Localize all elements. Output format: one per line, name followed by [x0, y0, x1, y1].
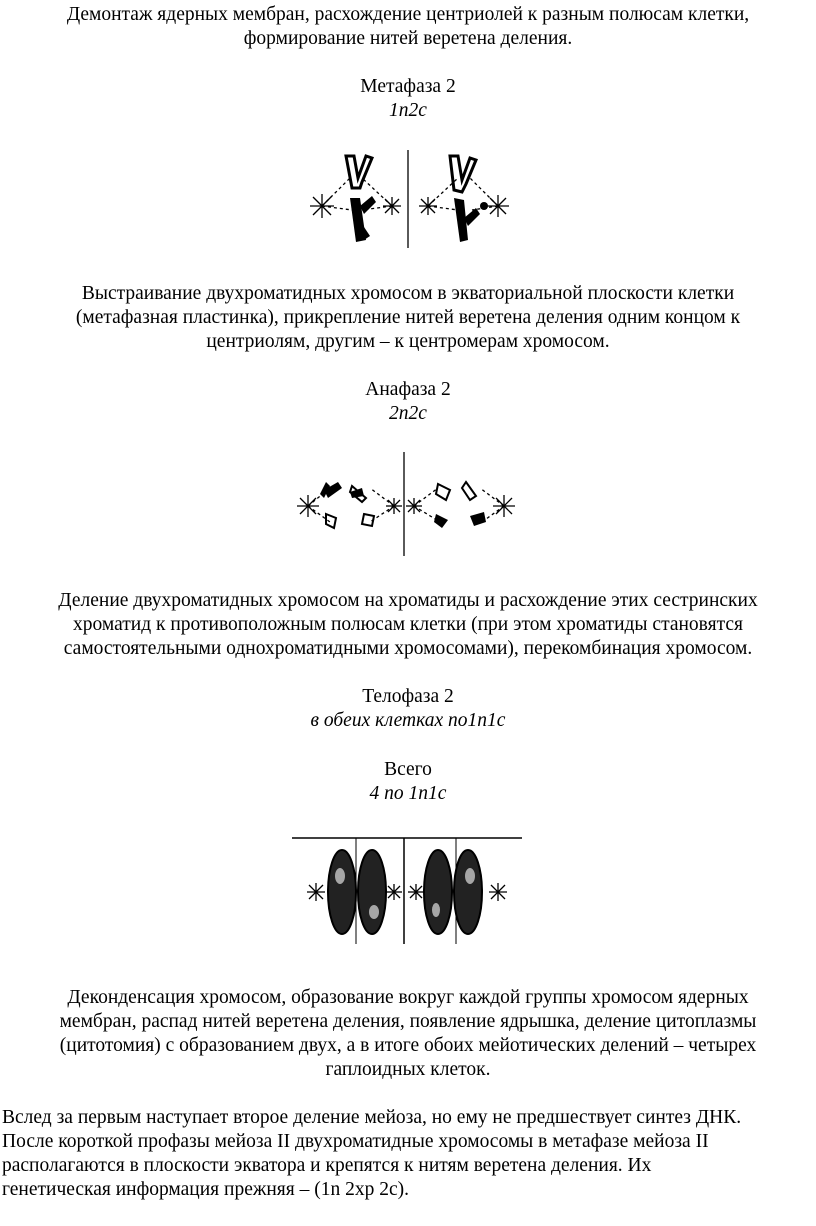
metaphase-formula: 1n2c [389, 100, 427, 121]
text-line: располагаются в плоскости экватора и крепятся к нитям веретена деления. Их [2, 1155, 652, 1176]
metaphase-figure [300, 148, 522, 252]
metaphase-description [0, 282, 816, 354]
text-line: Демонтаж ядерных мембран, расхождение центриолей к разным полюсам клетки, [66, 4, 750, 25]
text-line: гаплоидных клеток. [325, 1059, 491, 1080]
text-line: После короткой профазы мейоза II двухроматидные хромосомы в метафазе мейоза II [2, 1131, 709, 1152]
centriole-icon [307, 883, 325, 901]
text-line: Выстраивание двухроматидных хромосом в экваториальной плоскости клетки [81, 283, 735, 304]
telophase-description [0, 986, 816, 1082]
anaphase-figure [290, 452, 522, 558]
telophase-formula: в обеих клетках по1n1c [310, 710, 506, 731]
telophase-figure [290, 832, 524, 948]
metaphase-title: Метафаза 2 [360, 76, 456, 97]
anaphase-description [0, 589, 816, 661]
text-line: мембран, распад нитей веретена деления, появление ядрышка, деление цитоплазмы [59, 1011, 757, 1032]
centriole-icon [489, 883, 507, 901]
text-line: хроматид к противоположным полюсам клетки (при этом хроматиды становятся [73, 614, 743, 635]
text-line: генетическая информация прежняя – (1n 2хр 2с). [2, 1179, 409, 1200]
telophase-title: Телофаза 2 [362, 686, 454, 707]
text-line: (цитотомия) с образованием двух, а в итоге обоих мейотических делений – четырех [59, 1035, 757, 1056]
text-line: Вслед за первым наступает второе деление мейоза, но ему не предшествует синтез ДНК. [2, 1107, 742, 1128]
text-line: самостоятельными однохроматидными хромосомами), перекомбинация хромосом. [63, 638, 753, 659]
text-line: центриолям, другим – к центромерам хромосом. [206, 331, 610, 352]
text-line: (метафазная пластинка), прикрепление нитей веретена деления одним концом к [75, 307, 741, 328]
intro-paragraph [0, 3, 816, 51]
summary-paragraph [2, 1106, 814, 1202]
total-title: Всего [384, 759, 432, 780]
daughter-nucleus [328, 850, 482, 934]
anaphase-formula: 2n2c [389, 403, 427, 424]
centriole-icon [386, 884, 402, 900]
text-line: Деление двухроматидных хромосом на хроматиды и расхождение этих сестринских [58, 590, 758, 611]
text-line: Деконденсация хромосом, образование вокруг каждой группы хромосом ядерных [67, 987, 749, 1008]
text-line: формирование нитей веретена деления. [243, 28, 573, 49]
anaphase-title: Анафаза 2 [365, 379, 451, 400]
total-formula: 4 по 1n1c [369, 783, 447, 804]
centriole-icon [408, 884, 424, 900]
